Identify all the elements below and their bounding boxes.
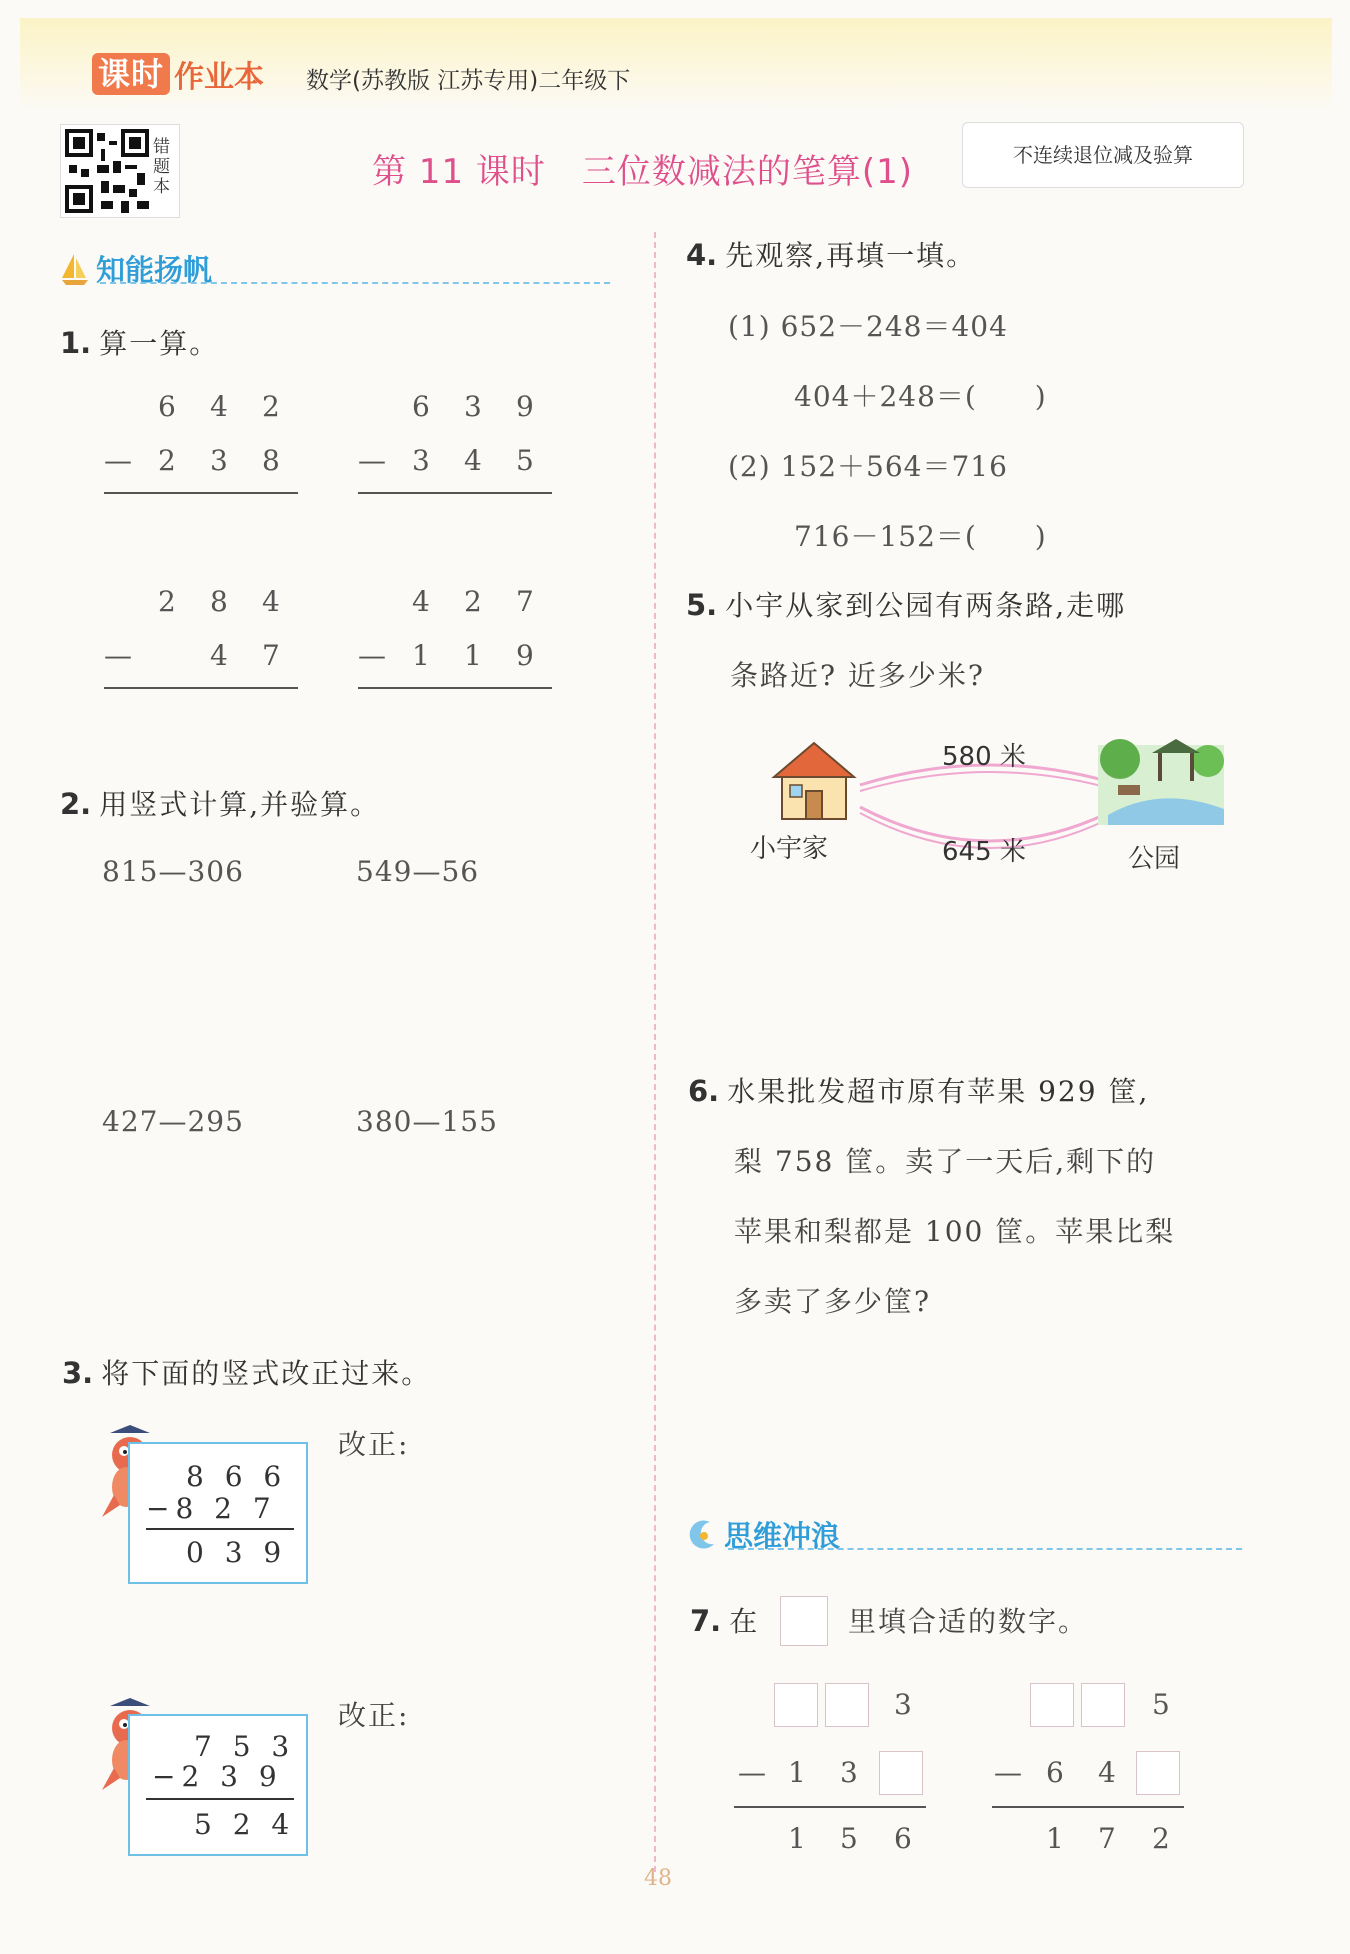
question-6-text-2: 梨 758 筐。卖了一天后,剩下的 <box>734 1145 1157 1178</box>
digit: 9 <box>516 639 534 672</box>
route-bottom-length: 645 米 <box>942 837 1026 867</box>
question-5-text-1: 小宇从家到公园有两条路,走哪 <box>725 589 1127 622</box>
digit: 5 <box>840 1822 858 1855</box>
question-7-text-after: 里填合适的数字。 <box>848 1605 1089 1638</box>
qr-code-box[interactable] <box>60 124 180 218</box>
digit: 3 <box>464 390 482 423</box>
digit: 8 <box>262 444 280 477</box>
digit: 7 <box>262 639 280 672</box>
digit: 2 <box>158 444 176 477</box>
wrong-result: 0 3 9 <box>186 1536 288 1569</box>
blank-digit-box[interactable] <box>879 1751 923 1795</box>
qr-label: 错题本 <box>153 137 170 197</box>
blank-digit-box[interactable] <box>1030 1683 1074 1727</box>
section-title-right: 思维冲浪 <box>724 1519 841 1553</box>
question-6-text-3: 苹果和梨都是 100 筐。苹果比梨 <box>734 1215 1176 1248</box>
minus-sign: — <box>358 444 386 477</box>
wrong-result: 5 2 4 <box>194 1808 296 1841</box>
question-1-number: 1. <box>60 326 92 360</box>
digit: 3 <box>894 1688 912 1721</box>
book-info: 数学(苏教版 江苏专用)二年级下 <box>306 68 631 94</box>
digit: 2 <box>1152 1822 1170 1855</box>
digit: 1 <box>1046 1822 1064 1855</box>
expression: 549—56 <box>356 855 480 888</box>
digit: 1 <box>788 1822 806 1855</box>
question-2-number: 2. <box>60 787 92 821</box>
digit: 3 <box>210 444 228 477</box>
expression: 427—295 <box>102 1105 244 1138</box>
digit: 2 <box>158 585 176 618</box>
question-3-text: 将下面的竖式改正过来。 <box>101 1357 432 1390</box>
section-title-left: 知能扬帆 <box>96 253 213 287</box>
park-label: 公园 <box>1128 844 1181 874</box>
section-underline-right <box>728 1548 1242 1550</box>
answer-line <box>734 1806 926 1808</box>
question-4-text: 先观察,再填一填。 <box>725 239 977 272</box>
digit: 4 <box>464 444 482 477</box>
equation-fill: 716－152＝( ) <box>794 520 1047 553</box>
digit: 4 <box>210 390 228 423</box>
question-7 <box>690 1600 759 1640</box>
digit: 6 <box>1046 1756 1064 1789</box>
home-label: 小宇家 <box>750 834 829 864</box>
equation: (1) 652－248＝404 <box>728 310 1008 343</box>
blank-digit-box[interactable] <box>1136 1751 1180 1795</box>
digit: 3 <box>412 444 430 477</box>
digit: 4 <box>210 639 228 672</box>
park-icon <box>1098 739 1224 825</box>
lesson-tag: 不连续退位减及验算 <box>962 122 1244 188</box>
expression: 380—155 <box>356 1105 498 1138</box>
question-1 <box>60 322 219 362</box>
lesson-number: 第 11 课时 <box>372 152 546 192</box>
column-divider <box>654 232 656 1872</box>
lesson-title <box>372 144 913 193</box>
digit: 4 <box>412 585 430 618</box>
digit: 9 <box>516 390 534 423</box>
house-icon <box>774 743 854 819</box>
brand-logo: 课时 <box>92 53 170 95</box>
question-5-number: 5. <box>686 588 718 622</box>
digit: 4 <box>1098 1756 1116 1789</box>
question-4 <box>686 234 976 274</box>
qr-code-icon <box>65 129 149 213</box>
lesson-topic: 三位数减法的笔算(1) <box>581 152 914 192</box>
answer-line <box>992 1806 1184 1808</box>
digit: 2 <box>262 390 280 423</box>
digit: 1 <box>464 639 482 672</box>
answer-line <box>104 492 298 494</box>
digit: 6 <box>412 390 430 423</box>
question-7-text-before: 在 <box>729 1605 760 1638</box>
question-7-number: 7. <box>690 1604 722 1638</box>
subtrahend: −2 3 9 <box>152 1760 283 1793</box>
answer-line <box>358 492 552 494</box>
blank-digit-box[interactable] <box>825 1683 869 1727</box>
digit: 7 <box>1098 1822 1116 1855</box>
digit: 6 <box>894 1822 912 1855</box>
subtrahend: −8 2 7 <box>146 1492 277 1525</box>
equation: (2) 152＋564＝716 <box>728 450 1008 483</box>
sailboat-icon <box>60 252 90 286</box>
digit: 5 <box>516 444 534 477</box>
digit: 3 <box>840 1756 858 1789</box>
question-2-text: 用竖式计算,并验算。 <box>99 788 381 821</box>
question-1-text: 算一算。 <box>99 327 220 360</box>
question-3 <box>62 1352 431 1392</box>
blank-digit-box[interactable] <box>774 1683 818 1727</box>
minus-sign: — <box>738 1756 766 1789</box>
digit: 6 <box>158 390 176 423</box>
answer-line <box>146 1798 294 1800</box>
wave-icon <box>686 1518 718 1552</box>
minuend: 7 5 3 <box>194 1730 296 1763</box>
minus-sign: — <box>358 639 386 672</box>
correction-label: 改正: <box>338 1428 410 1461</box>
equation-fill: 404＋248＝( ) <box>794 380 1047 413</box>
question-5 <box>686 584 1126 624</box>
minus-sign: — <box>104 639 132 672</box>
question-4-number: 4. <box>686 238 718 272</box>
blank-digit-box[interactable] <box>1081 1683 1125 1727</box>
digit: 7 <box>516 585 534 618</box>
question-6-number: 6. <box>688 1074 720 1108</box>
question-5-text-2: 条路近? 近多少米? <box>730 659 985 692</box>
sample-blank-box <box>780 1596 828 1646</box>
minuend: 8 6 6 <box>186 1460 288 1493</box>
digit: 8 <box>210 585 228 618</box>
answer-line <box>146 1528 294 1530</box>
section-underline-left <box>100 282 610 284</box>
page-number: 48 <box>644 1866 672 1891</box>
minus-sign: — <box>994 1756 1022 1789</box>
route-top-length: 580 米 <box>942 742 1026 772</box>
brand-name: 作业本 <box>174 60 265 95</box>
digit: 1 <box>788 1756 806 1789</box>
digit: 1 <box>412 639 430 672</box>
answer-line <box>358 687 552 689</box>
question-6-text-1: 水果批发超市原有苹果 929 筐, <box>727 1075 1150 1108</box>
correction-label: 改正: <box>338 1699 410 1732</box>
question-3-number: 3. <box>62 1356 94 1390</box>
question-2 <box>60 783 380 823</box>
digit: 5 <box>1152 1688 1170 1721</box>
question-6 <box>688 1070 1149 1110</box>
digit: 2 <box>464 585 482 618</box>
brand <box>92 52 264 96</box>
minus-sign: — <box>104 444 132 477</box>
incorrect-vertical-1 <box>128 1442 308 1584</box>
incorrect-vertical-2 <box>128 1714 308 1856</box>
expression: 815—306 <box>102 855 244 888</box>
digit: 4 <box>262 585 280 618</box>
answer-line <box>104 687 298 689</box>
question-6-text-4: 多卖了多少筐? <box>734 1285 932 1318</box>
